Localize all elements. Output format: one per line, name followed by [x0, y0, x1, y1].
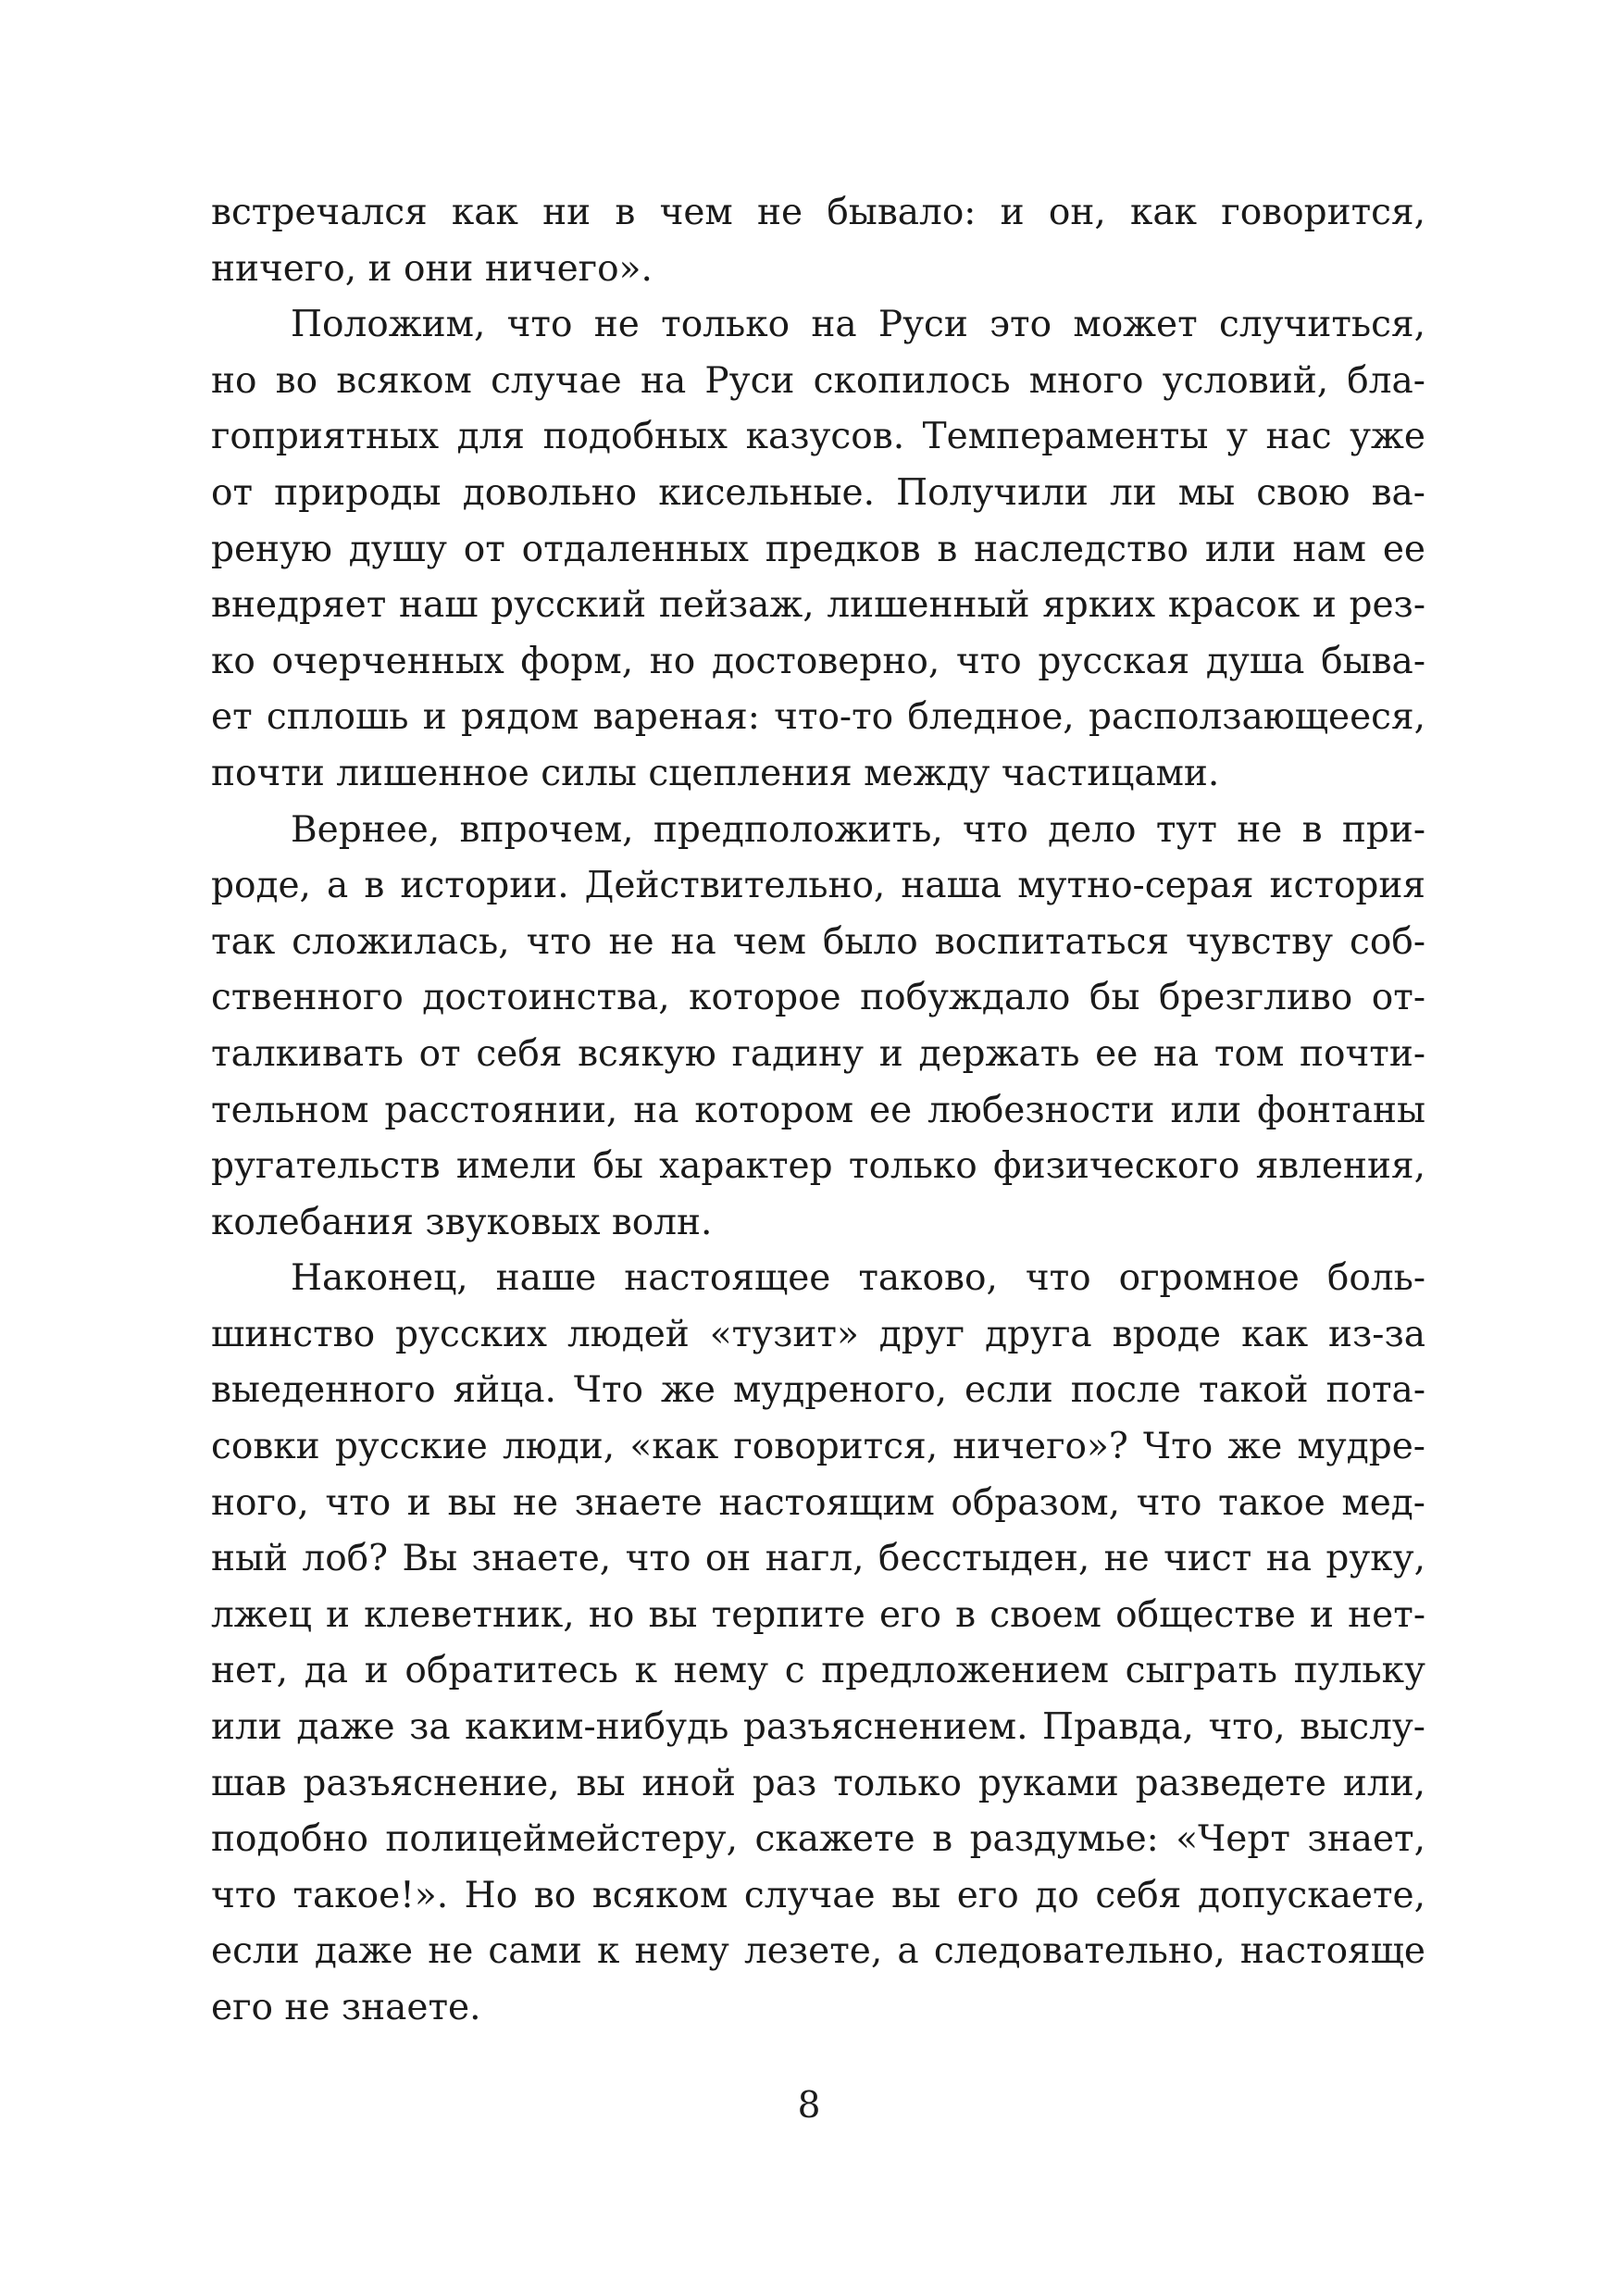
text-line: подобно полицеймейстеру, скажете в раздумье: «Черт знает,: [211, 1818, 1425, 1861]
text-line: если даже не сами к нему лезете, а следовательно, настояще: [211, 1930, 1425, 1973]
text-line: от природы довольно кисельные. Получили ли мы свою ва-: [211, 471, 1425, 514]
text-line: но во всяком случае на Руси скопилось много условий, бла-: [211, 359, 1425, 402]
text-line: ничего, и они ничего».: [211, 247, 653, 290]
text-line: ный лоб? Вы знаете, что он нагл, бесстыден, не чист на руку,: [211, 1538, 1425, 1580]
text-line: ет сплошь и рядом вареная: что-то бледное, расползающееся,: [211, 696, 1425, 739]
text-line: нет, да и обратитесь к нему с предложением сыграть пульку: [211, 1650, 1425, 1692]
text-line: ко очерченных форм, но достоверно, что русская душа быва-: [211, 640, 1425, 682]
text-line: его не знаете.: [211, 1987, 481, 2028]
text-line: ругательств имели бы характер только физического явления,: [211, 1145, 1425, 1188]
text-line: гоприятных для подобных казусов. Темпераменты у нас уже: [211, 416, 1425, 458]
body-text: [211, 185, 1425, 2037]
text-line: что такое!». Но во всяком случае вы его до себя допускаете,: [211, 1874, 1425, 1916]
text-line: шинство русских людей «тузит» друг друга вроде как из-за: [211, 1313, 1425, 1355]
text-line: выеденного яйца. Что же мудреного, если после такой пота-: [211, 1369, 1425, 1412]
text-line: шав разъяснение, вы иной раз только руками разведете или,: [211, 1762, 1425, 1804]
paragraph-first-line: Вернее, впрочем, предположить, что дело тут не в при-: [291, 808, 1425, 851]
text-line: почти лишенное силы сцепления между частицами.: [211, 752, 1220, 794]
text-line: ного, что и вы не знаете настоящим образом, что такое мед-: [211, 1481, 1425, 1524]
text-line: реную душу от отдаленных предков в наследство или нам ее: [211, 528, 1425, 570]
page-number: 8: [797, 2085, 821, 2127]
text-line: или даже за каким-нибудь разъяснением. Правда, что, выслу-: [211, 1706, 1425, 1749]
text-line: внедряет наш русский пейзаж, лишенный ярких красок и рез-: [211, 584, 1425, 627]
text-line: талкивать от себя всякую гадину и держать ее на том почти-: [211, 1032, 1425, 1075]
text-line: ственного достоинства, которое побуждало бы брезгливо от-: [211, 977, 1425, 1019]
text-line: так сложилась, что не на чем было воспитаться чувству соб-: [211, 920, 1425, 963]
text-line: колебания звуковых волн.: [211, 1201, 713, 1243]
text-line: встречался как ни в чем не бывало: и он, как говорится,: [211, 192, 1425, 233]
text-line: тельном расстоянии, на котором ее любезности или фонтаны: [211, 1089, 1425, 1131]
text-line: лжец и клеветник, но вы терпите его в своем обществе и нет-: [211, 1593, 1425, 1636]
text-line: роде, а в истории. Действительно, наша мутно-серая история: [211, 865, 1425, 907]
text-line: совки русские люди, «как говорится, ничего»? Что же мудре-: [211, 1426, 1425, 1468]
paragraph-first-line: Наконец, наше настоящее таково, что огромное боль-: [291, 1257, 1425, 1300]
paragraph-first-line: Положим, что не только на Руси это может случиться,: [291, 304, 1425, 346]
